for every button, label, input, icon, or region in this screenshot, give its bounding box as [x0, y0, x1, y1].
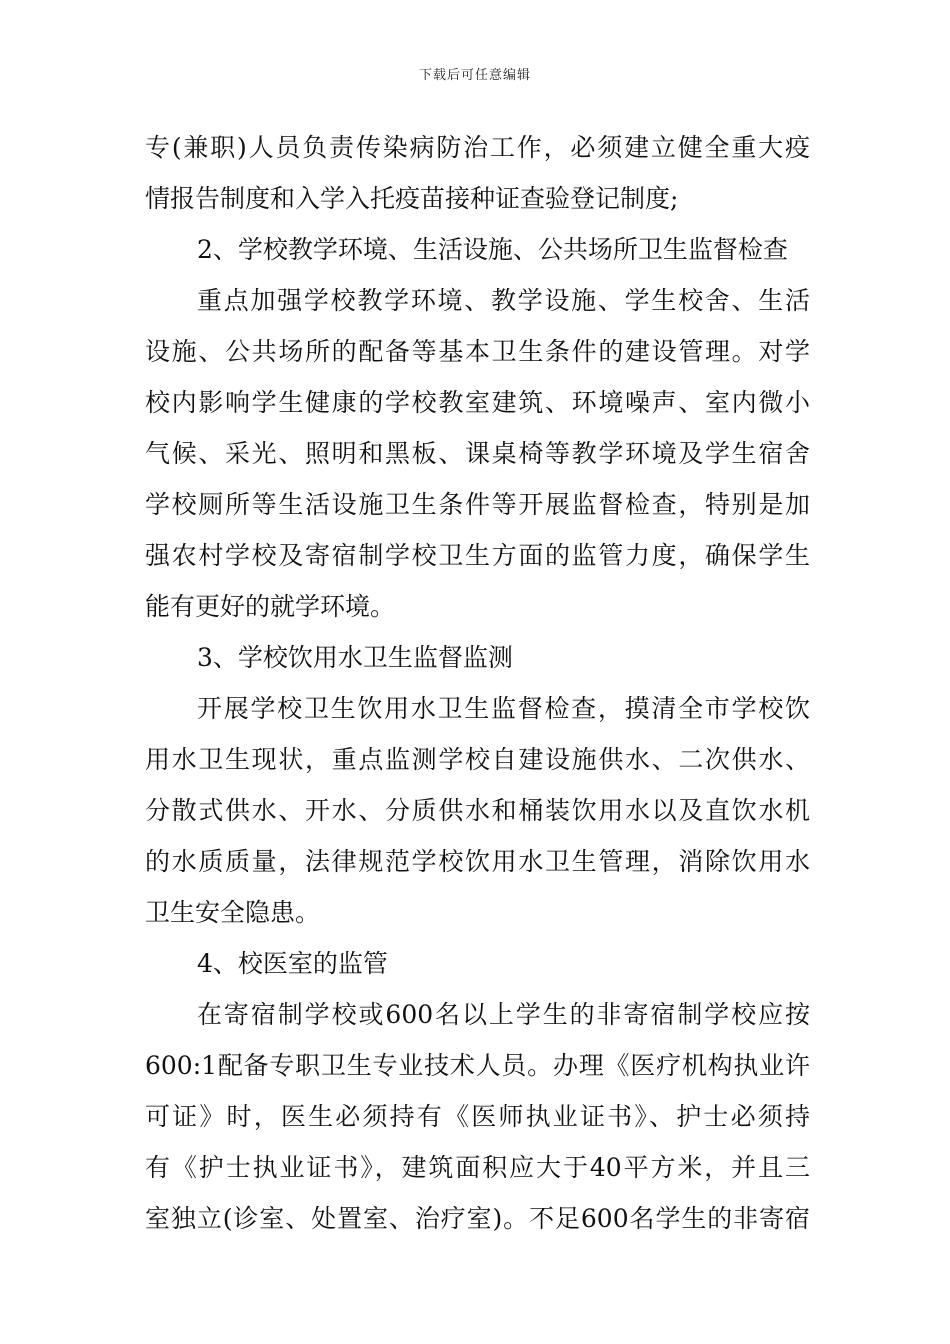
text-line: 设施、公共场所的配备等基本卫生条件的建设管理。对学 — [145, 337, 810, 366]
text-line: 可证》时，医生必须持有《医师执业证书》、护士必须持 — [145, 1102, 810, 1131]
text-line: 4、校医室的监管 — [197, 949, 388, 978]
text-line: 用水卫生现状，重点监测学校自建设施供水、二次供水、 — [145, 745, 810, 774]
text-line: 600:1配备专职卫生专业技术人员。办理《医疗机构执业许 — [145, 1051, 810, 1080]
text-line: 学校厕所等生活设施卫生条件等开展监督检查，特别是加 — [145, 490, 810, 519]
text-line: 校内影响学生健康的学校教室建筑、环境噪声、室内微小 — [145, 388, 810, 417]
text-line: 的水质质量，法律规范学校饮用水卫生管理，消除饮用水 — [145, 847, 810, 876]
text-line: 情报告制度和入学入托疫苗接种证查验登记制度; — [145, 184, 679, 213]
text-line: 气候、采光、照明和黑板、课桌椅等教学环境及学生宿舍 — [145, 439, 810, 468]
text-line: 2、学校教学环境、生活设施、公共场所卫生监督检查 — [197, 235, 788, 264]
text-line: 3、学校饮用水卫生监督监测 — [197, 643, 513, 672]
text-line: 能有更好的就学环境。 — [145, 592, 396, 621]
text-line: 开展学校卫生饮用水卫生监督检查，摸清全市学校饮 — [197, 694, 810, 723]
text-line: 专(兼职)人员负责传染病防治工作，必须建立健全重大疫 — [145, 133, 810, 162]
text-line: 在寄宿制学校或600名以上学生的非寄宿制学校应按 — [197, 1000, 810, 1029]
text-line: 有《护士执业证书》，建筑面积应大于40平方米，并且三 — [145, 1153, 810, 1182]
text-line: 分散式供水、开水、分质供水和桶装饮用水以及直饮水机 — [145, 796, 810, 825]
document-body — [145, 122, 810, 1244]
text-line: 重点加强学校教学环境、教学设施、学生校舍、生活 — [197, 286, 810, 315]
text-line: 卫生安全隐患。 — [145, 898, 321, 927]
text-line: 室独立(诊室、处置室、治疗室)。不足600名学生的非寄宿 — [145, 1204, 810, 1233]
page-header: 下载后可任意编辑 — [418, 68, 531, 83]
text-line: 强农村学校及寄宿制学校卫生方面的监管力度，确保学生 — [145, 541, 810, 570]
